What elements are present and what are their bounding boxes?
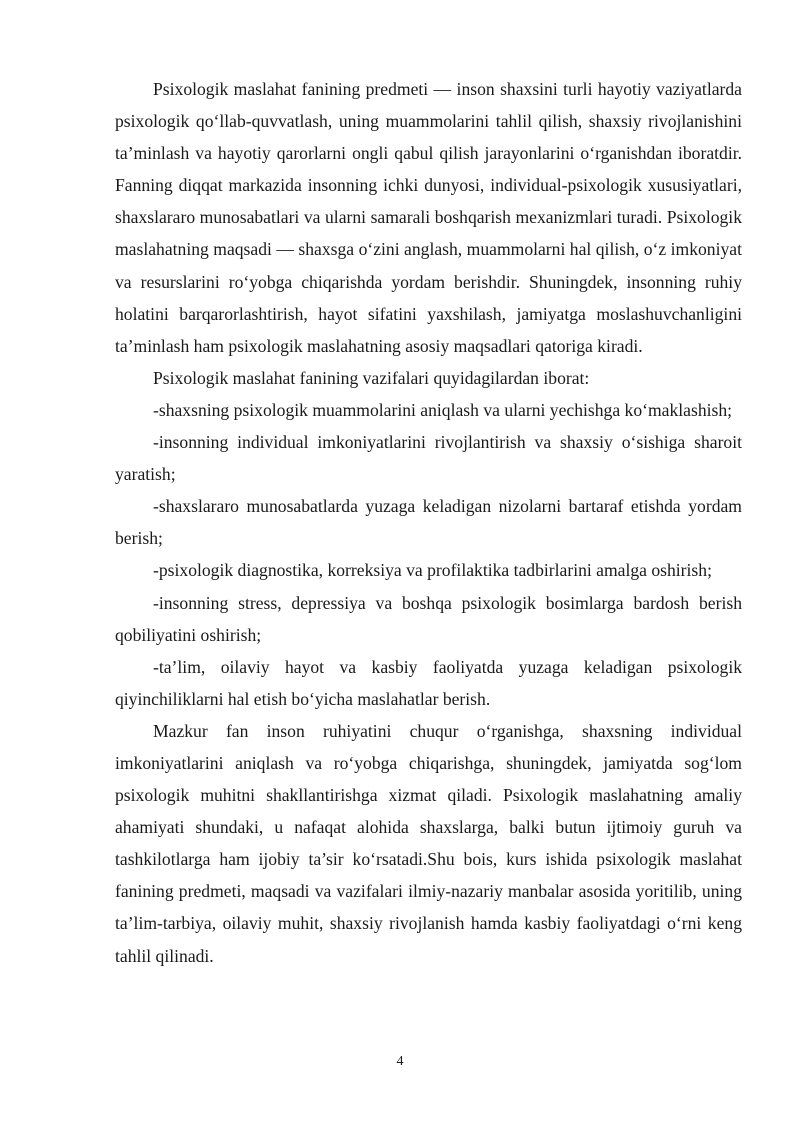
body-text: [115, 73, 742, 972]
paragraph-conclusion: Mazkur fan inson ruhiyatini chuqur o‘rganishga, shaxsning individual imkoniyatlarini aniqlash va ro‘yobga chiqarishga, shuningdek, jamiyatda sog‘lom psixologik muhitni shakllantirishga xizmat qiladi. Psixologik maslahatning amaliy ahamiyati shundaki, u nafaqat alohida shaxslarga, balki butun ijtimoiy guruh va tashkilotlarga ham ijobiy ta’sir ko‘rsatadi.Shu bois, kurs ishida psixologik maslahat fanining predmeti, maqsadi va vazifalari ilmiy-nazariy manbalar asosida yoritilib, uning ta’lim-tarbiya, oilaviy muhit, shaxsiy rivojlanish hamda kasbiy faoliyatdagi o‘rni keng tahlil qilinadi.: [115, 720, 742, 966]
paragraph-subject-and-goal: Psixologik maslahat fanining predmeti — inson shaxsini turli hayotiy vaziyatlarda psixologik qo‘llab-quvvatlash, uning muammolarini tahlil qilish, shaxsiy rivojlanishini ta’minlash va hayotiy qarorlarni ongli qabul qilish jarayonlarini o‘rganishdan iboratdir. Fanning diqqat markazida insonning ichki dunyosi, individual-psixologik xususiyatlari, shaxslararo munosabatlari va ularni samarali boshqarish mexanizmlari turadi. Psixologik maslahatning maqsadi — shaxsga o‘zini anglash, muammolarni hal qilish, o‘z imkoniyat va resurslarini ro‘yobga chiqarishda yordam berishdir. Shuningdek, insonning ruhiy holatini barqarorlashtirish, hayot sifatini yaxshilash, jamiyatga moslashuvchanligini ta’minlash ham psixologik maslahatning asosiy maqsadlari qatoriga kiradi.: [115, 79, 742, 356]
paragraph-tasks-intro: Psixologik maslahat fanining vazifalari quyidagilardan iborat:: [153, 367, 590, 388]
list-item-task: -shaxslararo munosabatlarda yuzaga keladigan nizolarni bartaraf etishda yordam berish;: [115, 496, 742, 549]
list-item-task: -ta’lim, oilaviy hayot va kasbiy faoliyatda yuzaga keladigan psixologik qiyinchiliklarni hal etish bo‘yicha maslahatlar berish.: [115, 656, 742, 709]
list-item-task: -insonning stress, depressiya va boshqa psixologik bosimlarga bardosh berish qobiliyatini oshirish;: [115, 592, 742, 645]
list-item-task: -shaxsning psixologik muammolarini aniqlash va ularni yechishga ko‘maklashish;: [153, 399, 733, 420]
page-number: 4: [396, 1054, 404, 1069]
list-item-task: -insonning individual imkoniyatlarini rivojlantirish va shaxsiy o‘sishiga sharoit yaratish;: [115, 432, 742, 485]
list-item-task: -psixologik diagnostika, korreksiya va profilaktika tadbirlarini amalga oshirish;: [153, 560, 712, 581]
